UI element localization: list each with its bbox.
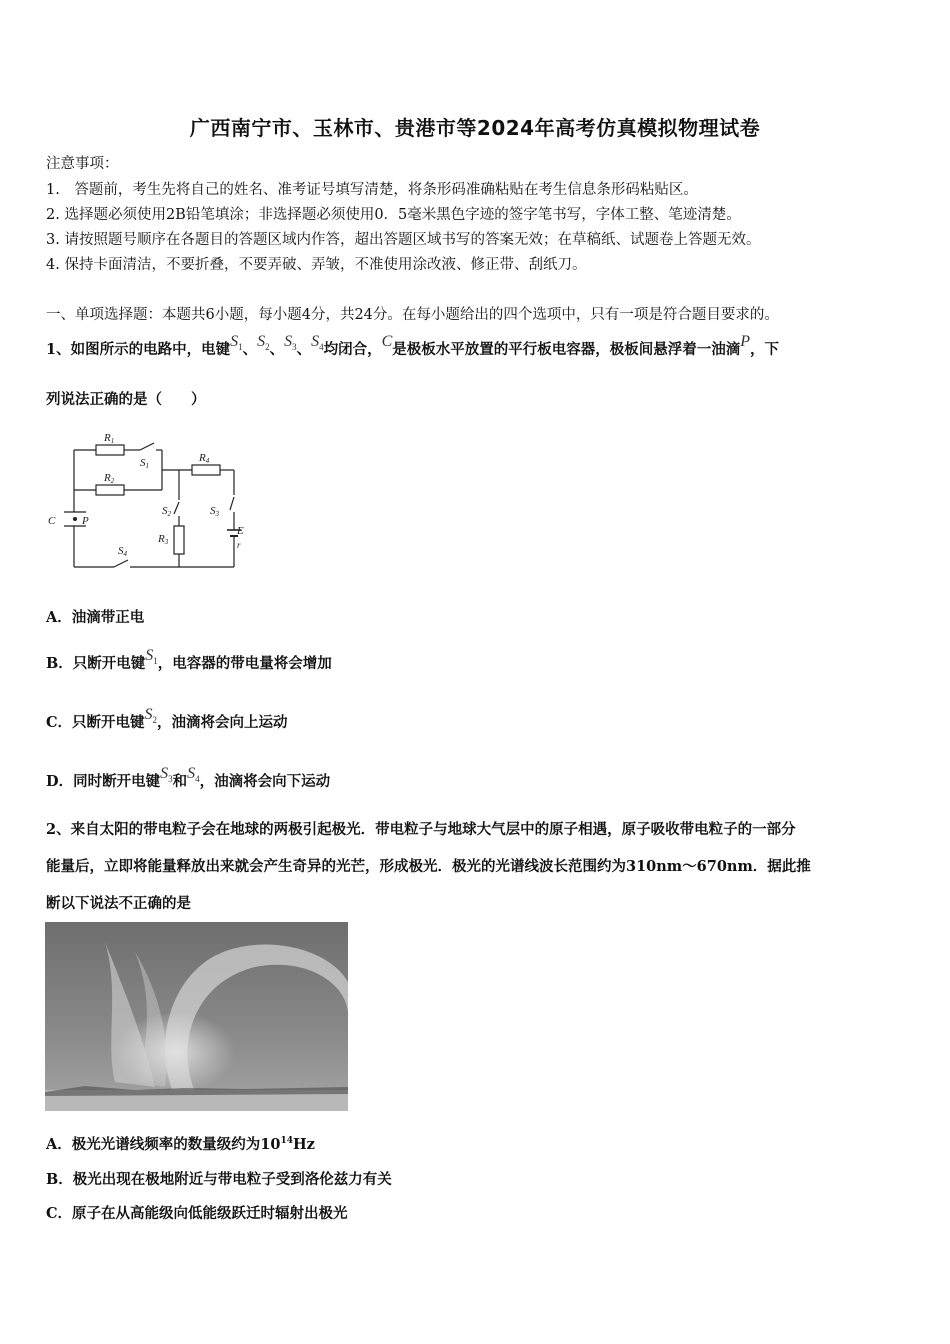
switch-s1 — [140, 443, 154, 450]
label-p: P — [82, 515, 89, 527]
resistor-r1 — [96, 445, 124, 455]
notice-item-3: 3. 请按照题号顺序在各题目的答题区域内作答，超出答题区域书写的答案无效；在草稿纸、试题卷上答题无效。 — [46, 232, 761, 248]
oil-drop — [73, 517, 77, 521]
circuit-diagram — [44, 430, 244, 575]
label-r3: R3 — [158, 533, 169, 546]
label-r-internal: r — [237, 540, 241, 550]
symbol-s1: $S_1$ — [230, 333, 243, 353]
label-c: C — [48, 515, 56, 527]
q2-option-c: C．原子在从高能级向低能级跃迁时辐射出极光 — [46, 1205, 348, 1222]
q1-option-d: D．同时断开电键$S_3$和$S_4$，油滴将会向下运动 — [46, 765, 331, 790]
resistor-r4 — [192, 465, 220, 475]
q2-stem-line1: 2、来自太阳的带电粒子会在地球的两极引起极光．带电粒子与地球大气层中的原子相遇，原子吸收带电粒子的一部分 — [46, 821, 796, 838]
label-r4: R4 — [199, 452, 210, 465]
label-s2: S2 — [162, 505, 171, 518]
q1-stem-line2: 列说法正确的是（ ） — [46, 391, 206, 408]
q2-stem-line3: 断以下说法不正确的是 — [46, 895, 191, 912]
symbol-s4: $S_4$ — [311, 333, 324, 353]
notice-item-2: 2. 选择题必须使用2B铅笔填涂；非选择题必须使用0．5毫米黑色字迹的签字笔书写，字体工整、笔迹清楚。 — [46, 207, 741, 223]
switch-s2 — [174, 502, 179, 514]
notice-item-4: 4. 保持卡面清洁，不要折叠，不要弄破、弄皱，不准使用涂改液、修正带、刮纸刀。 — [46, 257, 587, 273]
label-s4: S4 — [118, 545, 127, 558]
switch-s4 — [114, 560, 128, 567]
label-s1: S1 — [140, 457, 149, 470]
q1-option-c: C．只断开电键$S_2$，油滴将会向上运动 — [46, 706, 288, 731]
switch-s3 — [230, 497, 234, 510]
q1-option-a: A．油滴带正电 — [46, 609, 145, 626]
aurora-photo — [45, 922, 348, 1111]
notice-item-1: 1. 答题前，考生先将自己的姓名、准考证号填写清楚，将条形码准确粘贴在考生信息条形码粘贴区。 — [46, 182, 698, 198]
label-r2: R2 — [104, 472, 115, 485]
page-title: 广西南宁市、玉林市、贵港市等2024年高考仿真模拟物理试卷 — [189, 116, 761, 140]
q2-option-b: B．极光出现在极地附近与带电粒子受到洛伦兹力有关 — [46, 1171, 392, 1188]
label-r1: R1 — [104, 432, 115, 445]
notice-heading: 注意事项： — [46, 156, 119, 172]
q2-stem-line2: 能量后，立即将能量释放出来就会产生奇异的光芒，形成极光．极光的光谱线波长范围约为310nm～670nm．据此推 — [46, 858, 811, 875]
symbol-s2: $S_2$ — [257, 333, 270, 353]
q1-stem-line1: 1、如图所示的电路中，电键$S_1$、$S_2$、$S_3$、$S_4$均闭合，C是极板水平放置的平行板电容器，极板间悬浮着一油滴P，下 — [46, 333, 780, 358]
symbol-c: C — [381, 333, 393, 350]
q1-option-b: B．只断开电键$S_1$，电容器的带电量将会增加 — [46, 647, 332, 672]
symbol-p: P — [740, 333, 751, 350]
label-e: E — [237, 525, 244, 537]
resistor-r2 — [96, 485, 124, 495]
symbol-s3: $S_3$ — [284, 333, 297, 353]
label-s3: S3 — [210, 505, 219, 518]
q2-option-a: A．极光光谱线频率的数量级约为$10^{14}Hz$ — [46, 1136, 315, 1153]
resistor-r3 — [174, 526, 184, 554]
section-heading: 一、单项选择题：本题共6小题，每小题4分，共24分。在每小题给出的四个选项中，只有一项是符合题目要求的。 — [46, 307, 779, 323]
